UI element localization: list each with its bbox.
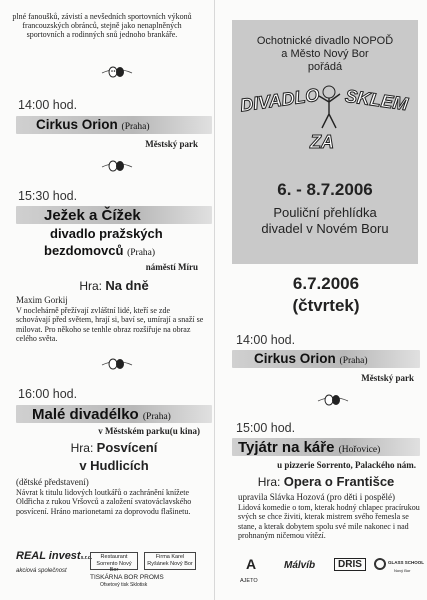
organizer-line1: Ochotnické divadlo NOPOĎ [256,35,394,47]
organizer-line3: pořádá [307,61,343,73]
theatre-masks-icon [100,158,134,174]
logo-word-divadlo: DIVADLO [238,84,321,116]
theatre-masks-icon [100,64,134,80]
play-title: Hra: Na dně [79,278,149,293]
day-date: 6.7.2006 [292,274,360,293]
real-invest-logo: REAL invests.r.o. [16,550,93,562]
ajeto-logo-icon: A [246,556,257,572]
event-time: 14:00 hod. [18,98,78,112]
logo-word-sklem: SKLEM [343,85,410,115]
play-author: upravila Slávka Hozová (pro děti i pospělé) [238,492,395,502]
play-description: V noclehárně přežívají zvláštní lidé, kteří se zde schovávají před světem, hrají si, baví se, umírají a snaží se milovat. Pro někoho se tenhle obraz rozšiřuje na obraz celého světa. [16,306,204,343]
event-time: 16:00 hod. [18,387,78,401]
play-author: Maxim Gorkij [16,295,68,305]
event-time: 14:00 hod. [236,333,296,347]
logo-word-za: ZA [310,132,334,152]
event-name-line3: bezdomovců (Praha) [44,243,156,258]
event-place: náměstí Míru [145,262,198,272]
event-name-line2: divadlo pražských [50,226,163,241]
play-title: Hra: Opera o Františce [257,474,395,489]
glass-school-label: GLASS SCHOOL [388,560,425,565]
event-place: u pizzerie Sorrento, Palackého nám. [277,460,416,470]
event-place: Městský park [361,373,414,383]
play-description: Lidová komedie o tom, kterak hodný chlapec pracírukou svých se chce živiti, kterak mistrem svého řemesla se stane, a kterak dobytem spolu své mile nakonec i nad prohnaným ničemou vítězí. [238,503,420,540]
day-name: (čtvrtek) [292,296,360,315]
sponsor-box: Firma Karel Ryšánek Nový Bor [144,552,196,570]
event-place: Městský park [145,139,198,149]
sponsor-box: Restaurant Sorrento Nový Bor [90,552,138,570]
festival-subtitle2: divadel v Novém Boru [261,221,389,236]
play-title-line2: v Hudlicích [79,458,149,473]
event-name: Malé divadélko (Praha) [32,406,171,423]
glass-school-logo-icon [374,558,386,570]
play-title: Hra: Posvícení [70,440,158,455]
fold-line [214,0,215,600]
tiskarna-sub: Ofsetový tisk Sklotisk [100,582,148,588]
festival-dates: 6. - 8.7.2006 [277,180,373,199]
event-time: 15:30 hod. [18,189,78,203]
theatre-masks-icon [100,356,134,372]
intro-paragraph: plné fanoušků, závistí a nevšedních sportovních výkonů francouzských obránců, stejně jako nenaplněných sportovních a rodinných snů jednoho brankáře. [12,12,192,39]
event-name: Cirkus Orion (Praha) [254,351,368,366]
event-time: 15:00 hod. [236,421,296,435]
malvin-logo: Málvíb [284,560,316,571]
event-place: v Městském parku(u kina) [98,426,200,436]
real-invest-tag: akciová společnost [16,568,67,574]
glass-figure-icon [314,84,344,130]
ajeto-label: AJETO [240,578,258,584]
play-description: Návrat k titulu lidových loutkářů o zachránění knížete Oldřicha z rukou Vršovců a založení svatováclavského posvícení. Hráno marionetami za doprovodu flašinetu. [16,488,192,516]
event-name: Tyjátr na káře (Hořovice) [238,439,381,456]
event-name: Cirkus Orion (Praha) [36,117,150,132]
organizer-line2: a Město Nový Bor [281,48,369,60]
play-note: (dětské představení) [16,477,89,487]
glass-school-sub: Nový Bor [394,568,411,573]
tiskarna-label: TISKÁRNA BOR PROMS [90,574,164,581]
event-name: Ježek a Čížek [44,207,141,224]
dris-logo: DRIS [334,558,366,571]
theatre-masks-icon [316,392,350,408]
festival-subtitle1: Pouliční přehlídka [273,205,377,220]
